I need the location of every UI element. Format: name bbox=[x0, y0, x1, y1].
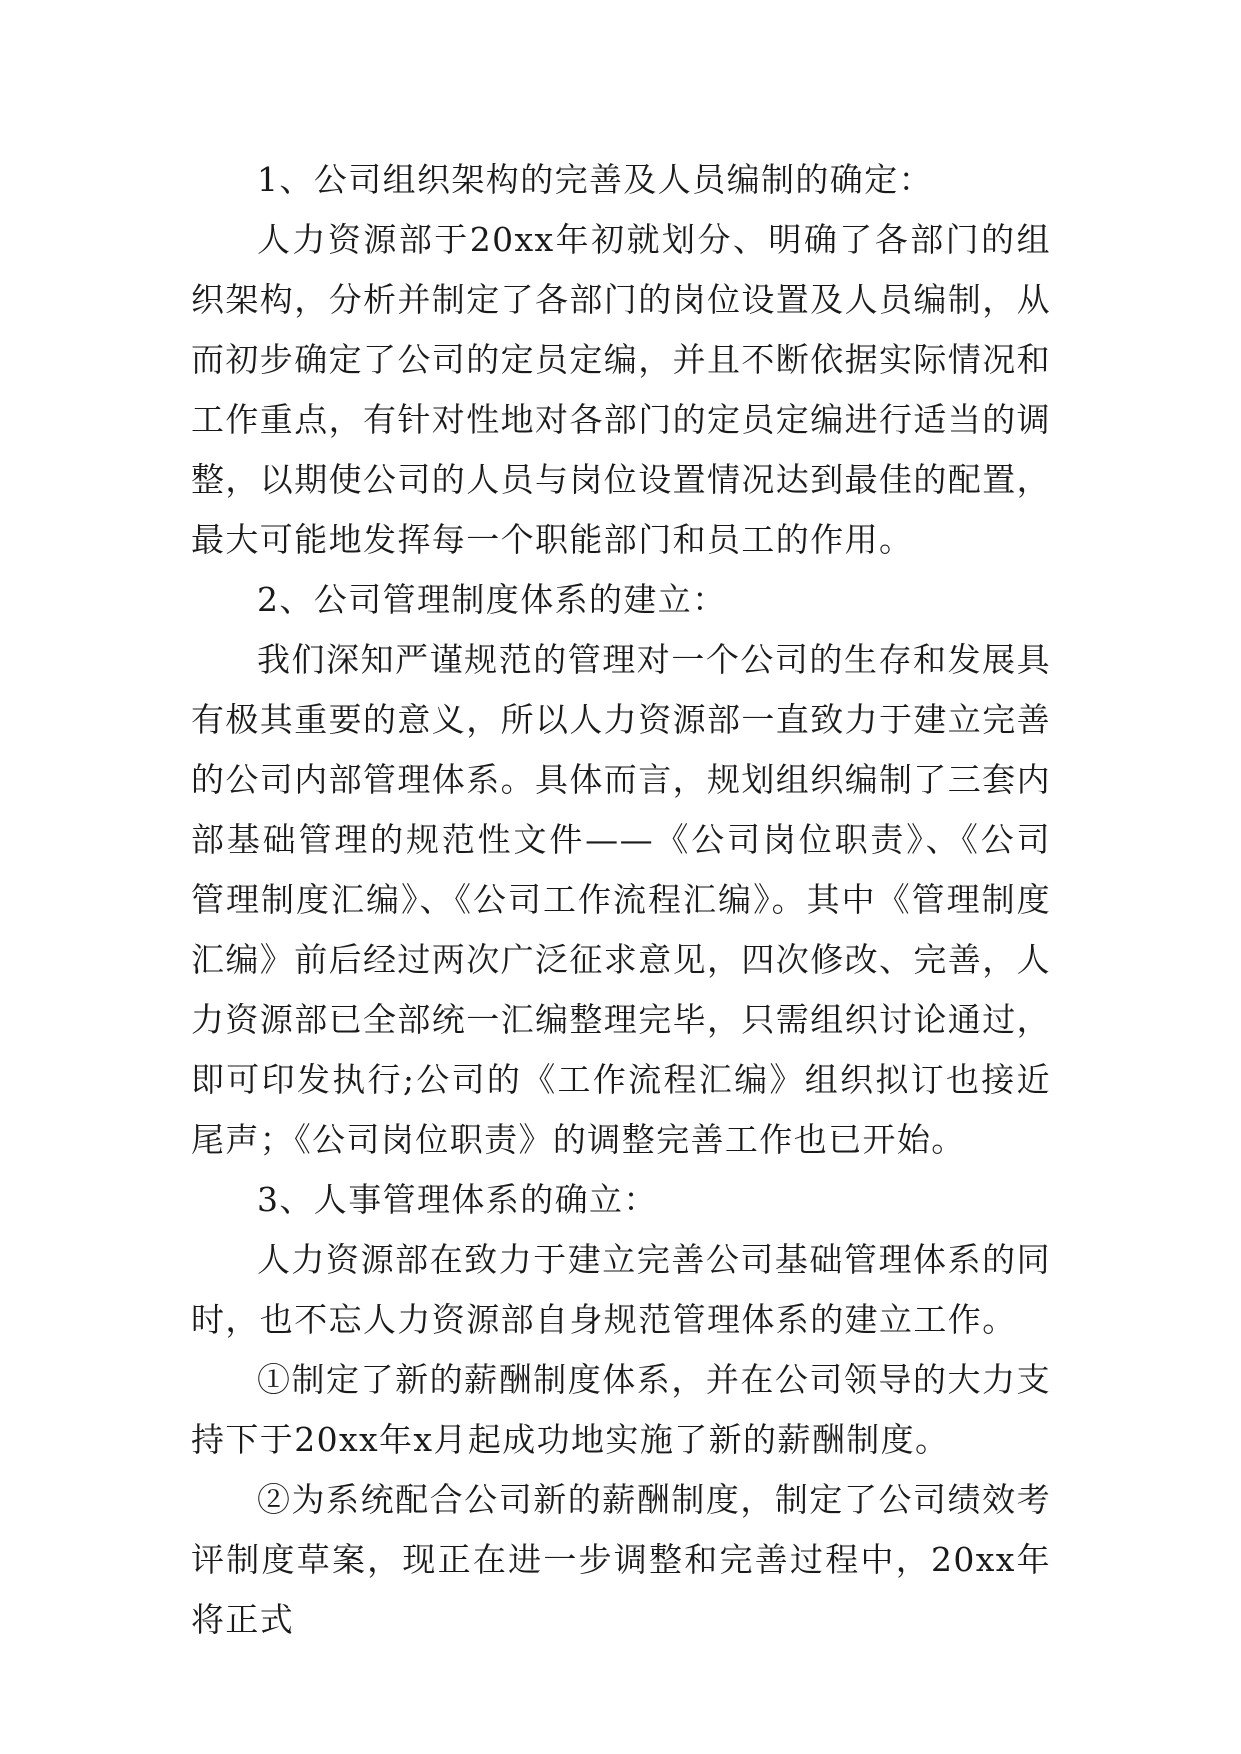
section-heading-3: 3、人事管理体系的确立： bbox=[257, 1180, 658, 1219]
section-heading-2: 2、公司管理制度体系的建立： bbox=[257, 580, 727, 619]
document-page bbox=[191, 150, 1051, 1650]
paragraph-item-2: ②为系统配合公司新的薪酬制度，制定了公司绩效考评制度草案，现正在进一步调整和完善过程中，20xx年将正式 bbox=[191, 1480, 1051, 1639]
paragraph-hr-system: 人力资源部在致力于建立完善公司基础管理体系的同时，也不忘人力资源部自身规范管理体系的建立工作。 bbox=[191, 1240, 1051, 1339]
section-heading-1: 1、公司组织架构的完善及人员编制的确定： bbox=[257, 160, 933, 199]
paragraph-item-1: ①制定了新的薪酬制度体系，并在公司领导的大力支持下于20xx年x月起成功地实施了新的薪酬制度。 bbox=[191, 1360, 1051, 1459]
paragraph-management-system: 我们深知严谨规范的管理对一个公司的生存和发展具有极其重要的意义，所以人力资源部一直致力于建立完善的公司内部管理体系。具体而言，规划组织编制了三套内部基础管理的规范性文件——《公司岗位职责》、《公司管理制度汇编》、《公司工作流程汇编》。其中《管理制度汇编》前后经过两次广泛征求意见，四次修改、完善，人力资源部已全部统一汇编整理完毕，只需组织讨论通过，即可印发执行;公司的《工作流程汇编》组织拟订也接近尾声；《公司岗位职责》的调整完善工作也已开始。 bbox=[191, 640, 1051, 1159]
paragraph-org-structure: 人力资源部于20xx年初就划分、明确了各部门的组织架构，分析并制定了各部门的岗位设置及人员编制，从而初步确定了公司的定员定编，并且不断依据实际情况和工作重点，有针对性地对各部门的定员定编进行适当的调整，以期使公司的人员与岗位设置情况达到最佳的配置，最大可能地发挥每一个职能部门和员工的作用。 bbox=[191, 220, 1051, 559]
